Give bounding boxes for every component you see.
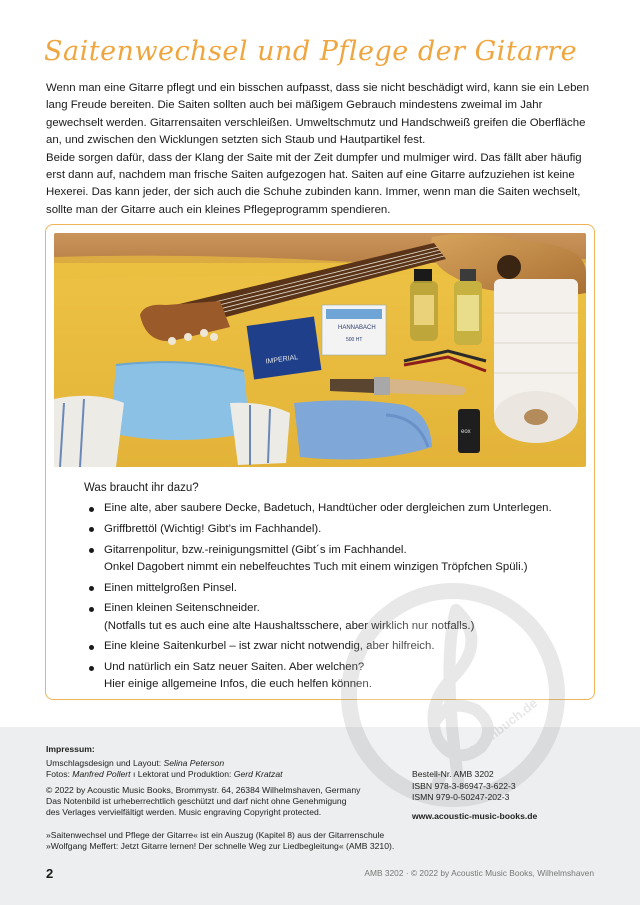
list-item: Einen kleinen Seitenschneider. (Notfalls tut es auch eine alte Haushaltsschere, aber wirklich nur notfalls.) xyxy=(86,600,576,634)
website-link[interactable]: www.acoustic-music-books.de xyxy=(412,810,538,821)
materials-heading: Was braucht ihr dazu? xyxy=(84,482,199,494)
list-item: Und natürlich ein Satz neuer Saiten. Aber welchen? Hier einige allgemeine Infos, die euch helfen können. xyxy=(86,659,576,693)
ismn: ISMN 979-0-50247-202-3 xyxy=(412,792,510,803)
list-item: Griffbrettöl (Wichtig! Gibt’s im Fachhandel). xyxy=(86,521,576,538)
light-blue-cloth xyxy=(110,362,250,440)
svg-text:HANNABACH: HANNABACH xyxy=(338,325,376,331)
string-pack-imperial xyxy=(247,317,322,380)
svg-text:eox: eox xyxy=(461,429,471,435)
page-reference: AMB 3202 · © 2022 by Acoustic Music Books, Wilhelmshaven xyxy=(364,868,594,878)
order-info xyxy=(412,769,537,822)
list-item: Eine alte, aber saubere Decke, Badetuch, Handtücher oder dergleichen zum Unterlegen. xyxy=(86,500,576,517)
impressum-heading: Impressum: xyxy=(46,744,95,754)
impressum-photos: Fotos: Manfred Pollert ı Lektorat und Produktion: Gerd Kratzat xyxy=(46,769,283,779)
svg-text:IMPERIAL: IMPERIAL xyxy=(265,354,299,366)
svg-text:Notenbuch.de: Notenbuch.de xyxy=(462,695,541,761)
list-item: Eine kleine Saitenkurbel – ist zwar nicht notwendig, aber hilfreich. xyxy=(86,638,576,655)
guitar-care-photo xyxy=(54,233,586,467)
intro-text xyxy=(46,80,598,219)
page-title: Saitenwechsel und Pflege der Gitarre xyxy=(44,36,578,67)
legal-line-1: Das Notenbild ist urheberrechtlich geschützt und darf nicht ohne Genehmigung xyxy=(46,796,347,806)
excerpt-line-2: »Wolfgang Meffert: Jetzt Gitarre lernen! Der schnelle Weg zur Liedbegleitung« (AMB 3210). xyxy=(46,841,395,851)
legal-line-2: des Verlages vervielfältigt werden. Music engraving Copyright protected. xyxy=(46,807,322,817)
page-number: 2 xyxy=(46,866,54,881)
intro-paragraph-2: Beide sorgen dafür, dass der Klang der Saite mit der Zeit dumpfer und mulmiger wird. Das fällt aber häufig erst dann auf, nachdem man frische Saiten aufgezogen hat. Saiten auf eine Gitarre aufzuziehen ist keine Hexerei. Das kann jeder, der sich auch die Schuhe zubinden kann. Immer, wenn man die Saiten wechselt, sollte man der Gitarre auch ein kleines Pflegeprogramm spendieren. xyxy=(46,151,582,216)
impressum-design: Umschlagsdesign und Layout: Selina Peterson xyxy=(46,758,225,768)
photo-illustration xyxy=(54,233,586,467)
isbn: ISBN 978-3-86947-3-622-3 xyxy=(412,780,516,791)
order-number: Bestell-Nr. AMB 3202 xyxy=(412,769,494,779)
list-item: Einen mittelgroßen Pinsel. xyxy=(86,580,576,597)
string-winder xyxy=(458,409,480,453)
copyright-line: © 2022 by Acoustic Music Books, Brommystr. 64, 26384 Wilhelmshaven, Germany xyxy=(46,785,361,795)
paper-towel-roll xyxy=(494,279,578,443)
excerpt-line-1: »Saitenwechsel und Pflege der Gitarre« ist ein Auszug (Kapitel 8) aus der Gitarrenschule xyxy=(46,830,385,840)
string-pack-hannabach xyxy=(322,305,386,355)
blue-cloth xyxy=(294,400,432,459)
list-item: Gitarrenpolitur, bzw.-reinigungsmittel (Gibt´s im Fachhandel. Onkel Dagobert nimmt ein nebelfeuchtes Tuch mit einem winzigen Tröpfchen Spüli.) xyxy=(86,542,576,576)
intro-paragraph-1: Wenn man eine Gitarre pflegt und ein bisschen aufpasst, dass sie nicht beschädigt wird, kann sie ein Leben lang Freude bereiten. Die Saiten sollten auch bei mäßigem Gebrauch mindestens zweimal im Jahr gewechselt werden. Gitarrensaiten verschleißen. Umweltschmutz und Handschweiß greifen die Oberfläche an, und zwischen den Wicklungen setzten sich Staub und Hautpartikel fest. xyxy=(46,82,590,147)
svg-text:500 HT: 500 HT xyxy=(346,337,363,343)
